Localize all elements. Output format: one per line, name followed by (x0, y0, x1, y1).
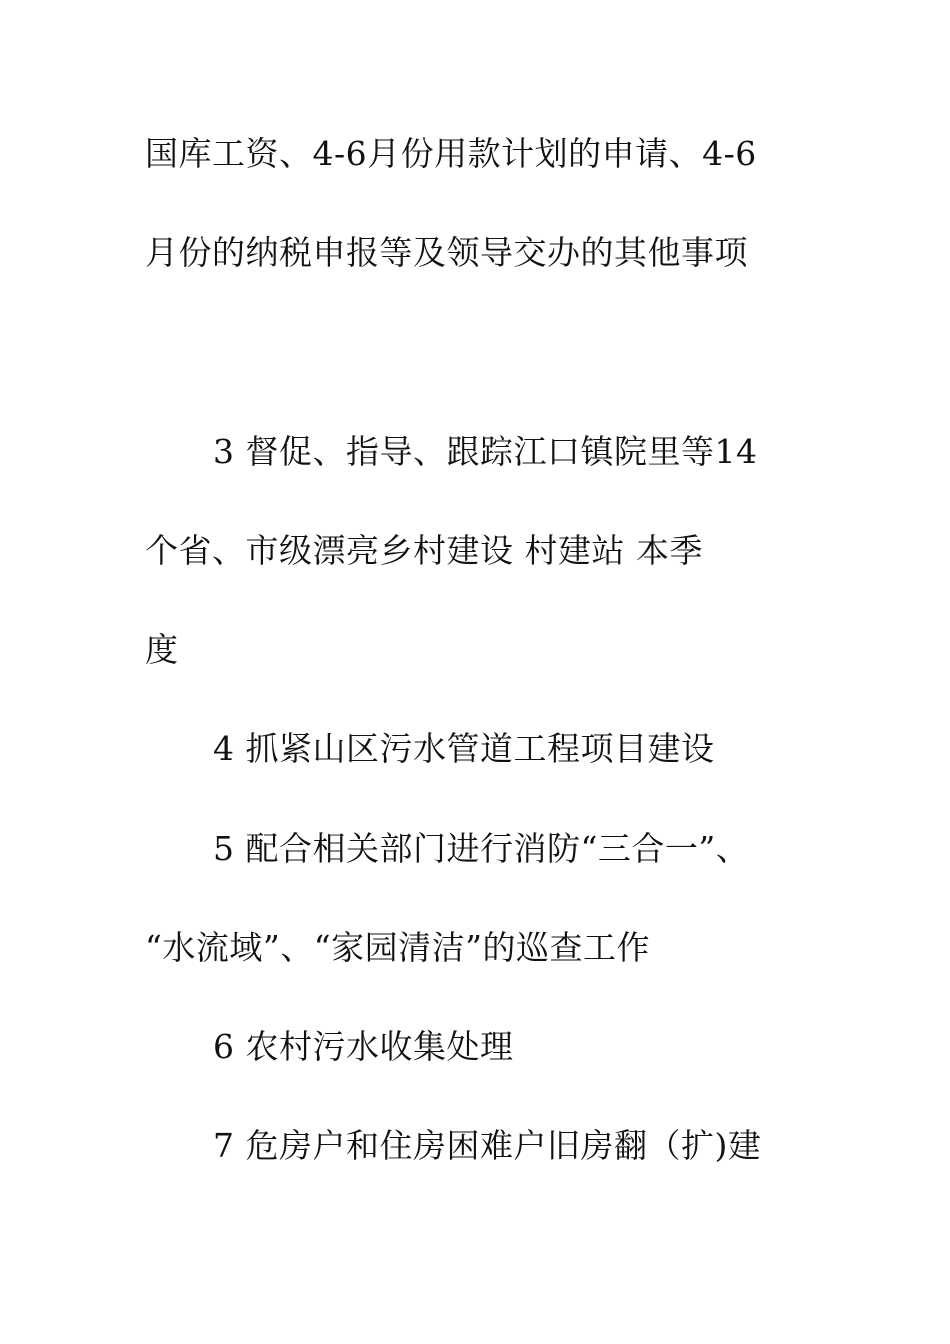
text-line-8: “水流域”、“家园清洁”的巡查工作 (145, 928, 650, 967)
text-line-9: 6 农村污水收集处理 (213, 1027, 514, 1066)
text-line-5: 度 (145, 630, 179, 669)
text-line-4: 个省、市级漂亮乡村建设 村建站 本季 (145, 531, 703, 570)
text-line-6: 4 抓紧山区污水管道工程项目建设 (213, 729, 715, 768)
text-line-10: 7 危房户和住房困难户旧房翻（扩)建 (213, 1126, 762, 1165)
text-line-7: 5 配合相关部门进行消防“三合一”、 (213, 829, 750, 868)
text-line-3: 3 督促、指导、跟踪江口镇院里等14 (213, 432, 758, 471)
text-line-2: 月份的纳税申报等及领导交办的其他事项 (145, 233, 748, 272)
text-line-1: 国库工资、4-6月份用款计划的申请、4-6 (145, 134, 757, 173)
